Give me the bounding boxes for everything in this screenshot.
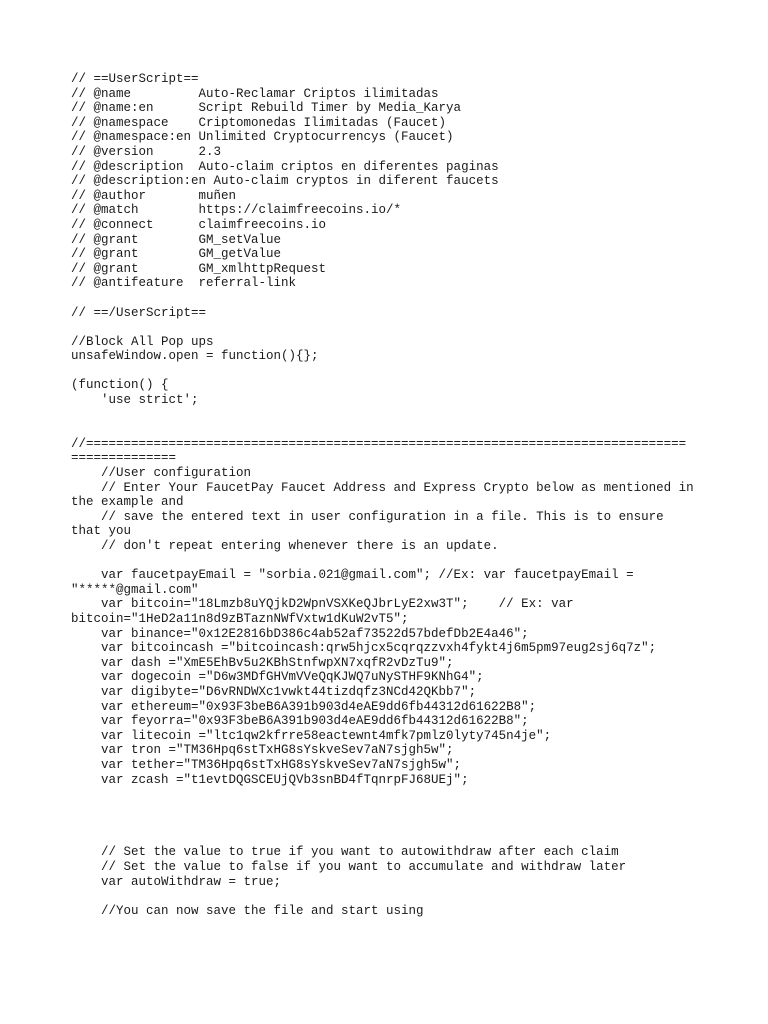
- code-line: var autoWithdraw = true;: [71, 874, 282, 889]
- code-line: [71, 408, 711, 423]
- code-line: var bitcoin="18Lmzb8uYQjkD2WpnVSXKeQJbrLyE2xw3T"; // Ex: var: [71, 597, 574, 612]
- code-line: [71, 554, 711, 569]
- code-line: var bitcoincash ="bitcoincash:qrw5hjcx5cqrqzzvxh4fykt4j6m5pm97eug2sj6q7z";: [71, 641, 657, 656]
- code-line: var tether="TM36Hpq6stTxHG8sYskveSev7aN7sjgh5w";: [71, 757, 462, 772]
- code-line: // @description Auto-claim criptos en diferentes paginas: [71, 159, 499, 174]
- code-line: var faucetpayEmail = "sorbia.021@gmail.com"; //Ex: var faucetpayEmail =: [71, 568, 634, 583]
- code-line: var dash ="XmE5EhBv5u2KBhStnfwpXN7xqfR2vDzTu9";: [71, 655, 454, 670]
- code-line: var litecoin ="ltc1qw2kfrre58eactewnt4mfk7pmlz0lyty745n4je";: [71, 728, 552, 743]
- code-line: var feyorra="0x93F3beB6A391b903d4eAE9dd6fb44312d61622B8";: [71, 714, 529, 729]
- code-line: //================================================================================: [71, 436, 687, 451]
- code-line: // @grant GM_setValue: [71, 232, 282, 247]
- code-line: // @version 2.3: [71, 144, 222, 159]
- code-line: // @match https://claimfreecoins.io/*: [71, 203, 402, 218]
- code-line: [71, 816, 711, 831]
- code-line: that you: [71, 524, 132, 539]
- code-line: var tron ="TM36Hpq6stTxHG8sYskveSev7aN7sjgh5w";: [71, 743, 454, 758]
- code-line: var dogecoin ="D6w3MDfGHVmVVeQqKJWQ7uNySTHF9KNhG4";: [71, 670, 484, 685]
- code-line: // save the entered text in user configuration in a file. This is to ensure: [71, 509, 664, 524]
- code-line: 'use strict';: [71, 393, 199, 408]
- code-line: [71, 291, 711, 306]
- code-line: // @grant GM_getValue: [71, 247, 282, 262]
- code-line: //You can now save the file and start using: [71, 903, 424, 918]
- code-line: [71, 320, 711, 335]
- code-line: // don't repeat entering whenever there is an update.: [71, 539, 499, 553]
- code-line: var ethereum="0x93F3beB6A391b903d4eAE9dd6fb44312d61622B8";: [71, 699, 537, 714]
- code-line: // @namespace:en Unlimited Cryptocurrencys (Faucet): [71, 130, 454, 145]
- code-line: // Enter Your FaucetPay Faucet Address and Express Crypto below as mentioned in: [71, 480, 694, 495]
- code-line: [71, 422, 711, 437]
- code-line: // @grant GM_xmlhttpRequest: [71, 261, 327, 276]
- code-line: [71, 831, 711, 846]
- code-line: // @description:en Auto-claim cryptos in diferent faucets: [71, 174, 499, 189]
- code-line: (function() {: [71, 378, 169, 393]
- code-line: // @namespace Criptomonedas Ilimitadas (Faucet): [71, 115, 447, 130]
- code-line: // Set the value to false if you want to accumulate and withdraw later: [71, 860, 627, 875]
- code-line: //User configuration: [71, 466, 252, 481]
- code-line: // ==UserScript==: [71, 72, 199, 86]
- code-line: "*****@gmail.com": [71, 582, 199, 597]
- code-line: var binance="0x12E2816bD386c4ab52af73522d57bdefDb2E4a46";: [71, 626, 529, 641]
- code-line: // ==/UserScript==: [71, 305, 207, 320]
- code-line: var digibyte="D6vRNDWXc1vwkt44tizdqfz3NCd42QKbb7";: [71, 684, 477, 699]
- code-line: // @antifeature referral-link: [71, 276, 297, 291]
- code-line: // @author muñen: [71, 188, 237, 203]
- code-line: // @name Auto-Reclamar Criptos ilimitadas: [71, 86, 439, 101]
- code-line: var zcash ="t1evtDQGSCEUjQVb3snBD4fTqnrpFJ68UEj";: [71, 772, 469, 787]
- code-line: //Block All Pop ups: [71, 334, 214, 349]
- code-line: ==============: [71, 451, 177, 466]
- code-line: unsafeWindow.open = function(){};: [71, 349, 319, 364]
- code-line: [71, 787, 711, 802]
- code-line: [71, 802, 711, 817]
- code-line: bitcoin="1HeD2a11n8d9zBTaznNWfVxtw1dKuW2vT5";: [71, 611, 409, 626]
- code-line: // @connect claimfreecoins.io: [71, 217, 327, 232]
- code-line: [71, 889, 711, 904]
- code-line: the example and: [71, 495, 184, 510]
- code-line: [71, 364, 711, 379]
- code-text: [71, 72, 711, 918]
- code-line: // Set the value to true if you want to autowithdraw after each claim: [71, 845, 619, 860]
- code-line: // @name:en Script Rebuild Timer by Media_Karya: [71, 101, 462, 116]
